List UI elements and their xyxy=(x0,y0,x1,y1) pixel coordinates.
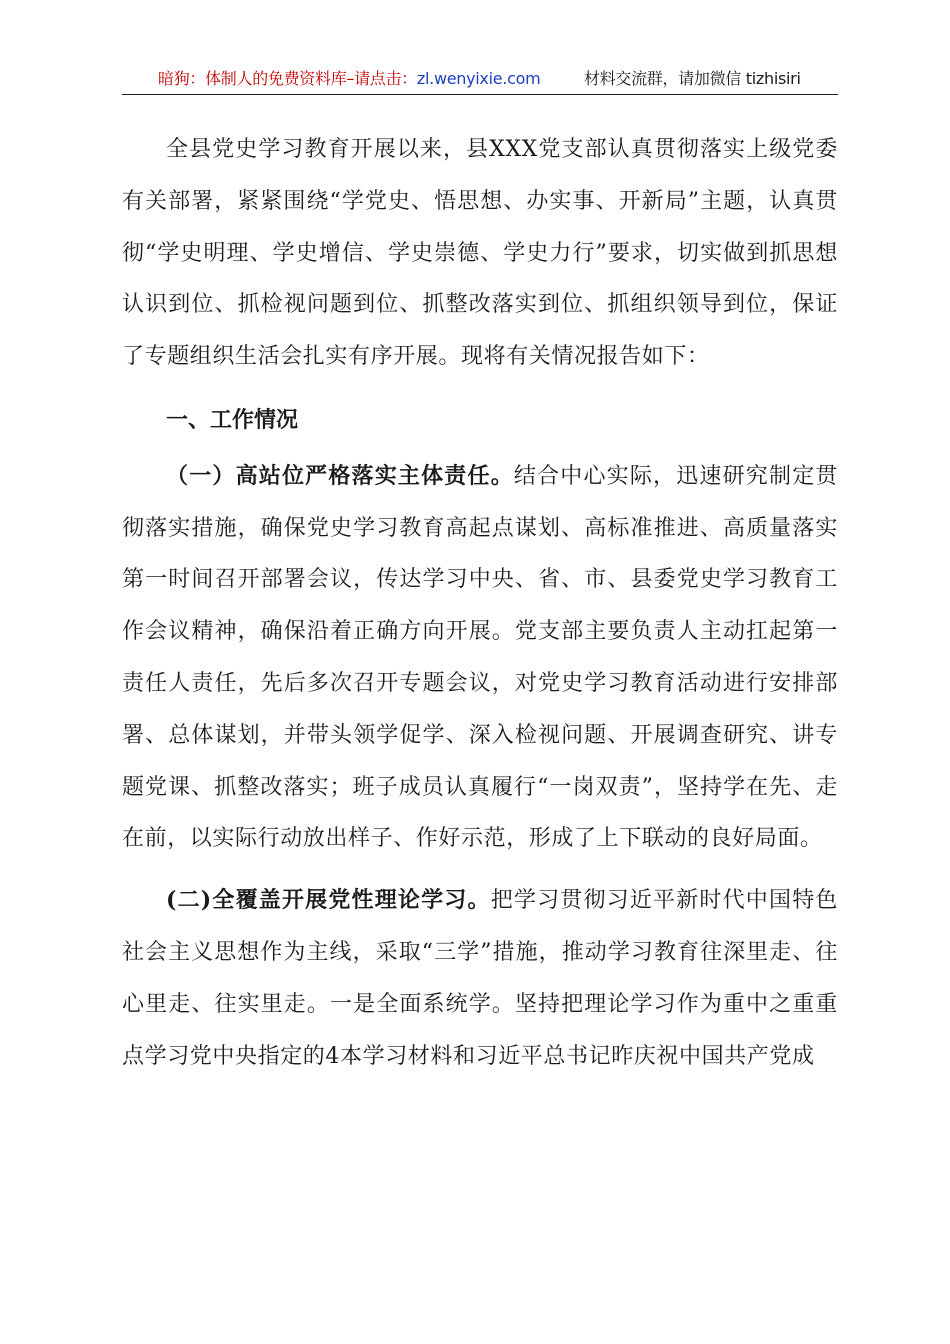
header-prompt: –请点击： xyxy=(346,69,417,88)
header-brand-link[interactable]: 暗狗：体制人的免费资料库 xyxy=(158,69,347,88)
subsection-2-heading: (二)全覆盖开展党性理论学习。 xyxy=(166,887,491,914)
subsection-1-heading: （一）高站位严格落实主体责任。 xyxy=(166,462,514,489)
document-body xyxy=(122,124,838,1082)
subsection-1-paragraph xyxy=(122,451,838,865)
section-heading: 一、工作情况 xyxy=(166,406,299,433)
intro-paragraph: 全县党史学习教育开展以来，县XXX党支部认真贯彻落实上级党委有关部署，紧紧围绕“学党史、悟思想、办实事、开新局”主题，认真贯彻“学史明理、学史增信、学史崇德、学史力行”要求，切实做到抓思想认识到位、抓检视问题到位、抓整改落实到位、抓组织领导到位，保证了专题组织生活会扎实有序开展。现将有关情况报告如下： xyxy=(122,137,838,370)
subsection-2-text: 把学习贯彻习近平新时代中国特色社会主义思想作为主线，采取“三学”措施，推动学习教育往深里走、往心里走、往实里走。一是全面系统学。坚持把理论学习作为重中之重重点学习党中央指定的4本学习材料和习近平总书记昨庆祝中国共产党成 xyxy=(122,888,838,1069)
page-header xyxy=(122,66,838,95)
header-contact: 材料交流群，请加微信 tizhisiri xyxy=(584,69,801,88)
subsection-1-text: 结合中心实际，迅速研究制定贯彻落实措施，确保党史学习教育高起点谋划、高标准推进、高质量落实第一时间召开部署会议，传达学习中央、省、市、县委党史学习教育工作会议精神，确保沿着正确方向开展。党支部主要负责人主动扛起第一责任人责任，先后多次召开专题会议，对党史学习教育活动进行安排部署、总体谋划，并带头领学促学、深入检视问题、开展调查研究、讲专题党课、抓整改落实；班子成员认真履行“一岗双责”，坚持学在先、走在前，以实际行动放出样子、作好示范，形成了上下联动的良好局面。 xyxy=(122,463,838,852)
header-url-link[interactable]: zl.wenyixie.com xyxy=(416,69,541,88)
subsection-2-paragraph xyxy=(122,875,838,1082)
header-left xyxy=(158,66,540,92)
